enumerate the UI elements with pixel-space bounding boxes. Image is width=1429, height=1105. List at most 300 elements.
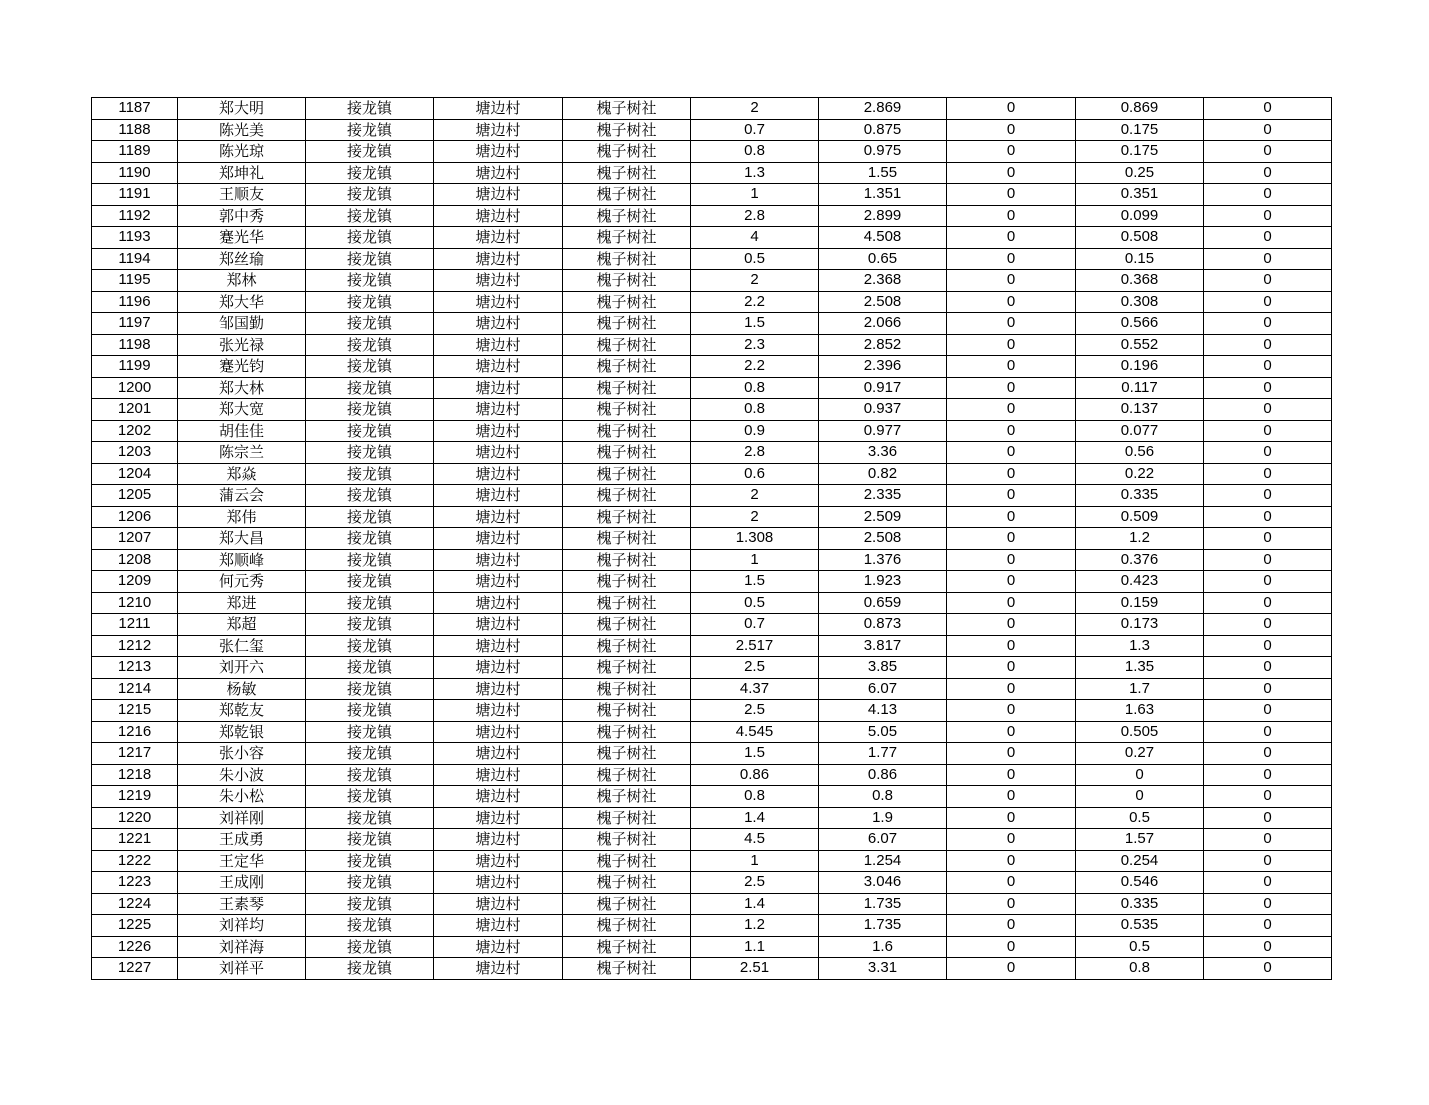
group-cell: 槐子树社 <box>563 227 691 249</box>
town-cell: 接龙镇 <box>306 549 434 571</box>
value-cell-1: 1 <box>691 549 819 571</box>
group-cell: 槐子树社 <box>563 893 691 915</box>
value-cell-3: 0 <box>947 936 1076 958</box>
row-number-cell: 1188 <box>92 119 178 141</box>
group-cell: 槐子树社 <box>563 614 691 636</box>
value-cell-4: 0.175 <box>1076 119 1204 141</box>
value-cell-4: 0.175 <box>1076 141 1204 163</box>
value-cell-4: 0.552 <box>1076 334 1204 356</box>
value-cell-5: 0 <box>1204 463 1332 485</box>
value-cell-5: 0 <box>1204 162 1332 184</box>
value-cell-3: 0 <box>947 721 1076 743</box>
town-cell: 接龙镇 <box>306 399 434 421</box>
value-cell-3: 0 <box>947 141 1076 163</box>
value-cell-4: 0.56 <box>1076 442 1204 464</box>
village-cell: 塘边村 <box>434 592 563 614</box>
row-number-cell: 1208 <box>92 549 178 571</box>
value-cell-5: 0 <box>1204 356 1332 378</box>
group-cell: 槐子树社 <box>563 184 691 206</box>
value-cell-2: 1.351 <box>819 184 947 206</box>
table-row <box>92 313 1332 335</box>
value-cell-4: 0.077 <box>1076 420 1204 442</box>
value-cell-2: 3.36 <box>819 442 947 464</box>
town-cell: 接龙镇 <box>306 807 434 829</box>
value-cell-2: 2.509 <box>819 506 947 528</box>
name-cell: 郭中秀 <box>178 205 306 227</box>
table-row <box>92 184 1332 206</box>
village-cell: 塘边村 <box>434 786 563 808</box>
town-cell: 接龙镇 <box>306 614 434 636</box>
group-cell: 槐子树社 <box>563 119 691 141</box>
table-row <box>92 248 1332 270</box>
value-cell-3: 0 <box>947 463 1076 485</box>
value-cell-3: 0 <box>947 893 1076 915</box>
value-cell-3: 0 <box>947 227 1076 249</box>
table-row <box>92 162 1332 184</box>
village-cell: 塘边村 <box>434 829 563 851</box>
group-cell: 槐子树社 <box>563 721 691 743</box>
town-cell: 接龙镇 <box>306 205 434 227</box>
town-cell: 接龙镇 <box>306 850 434 872</box>
value-cell-2: 2.066 <box>819 313 947 335</box>
table-row <box>92 377 1332 399</box>
group-cell: 槐子树社 <box>563 592 691 614</box>
value-cell-2: 2.335 <box>819 485 947 507</box>
table-row <box>92 571 1332 593</box>
name-cell: 王成刚 <box>178 872 306 894</box>
village-cell: 塘边村 <box>434 205 563 227</box>
value-cell-1: 1.4 <box>691 807 819 829</box>
name-cell: 刘开六 <box>178 657 306 679</box>
town-cell: 接龙镇 <box>306 764 434 786</box>
value-cell-2: 0.86 <box>819 764 947 786</box>
value-cell-3: 0 <box>947 592 1076 614</box>
group-cell: 槐子树社 <box>563 442 691 464</box>
group-cell: 槐子树社 <box>563 743 691 765</box>
row-number-cell: 1212 <box>92 635 178 657</box>
value-cell-1: 1.3 <box>691 162 819 184</box>
value-cell-1: 0.8 <box>691 786 819 808</box>
name-cell: 郑焱 <box>178 463 306 485</box>
village-cell: 塘边村 <box>434 377 563 399</box>
name-cell: 蹇光钧 <box>178 356 306 378</box>
value-cell-1: 1.308 <box>691 528 819 550</box>
town-cell: 接龙镇 <box>306 270 434 292</box>
group-cell: 槐子树社 <box>563 334 691 356</box>
row-number-cell: 1190 <box>92 162 178 184</box>
row-number-cell: 1200 <box>92 377 178 399</box>
value-cell-5: 0 <box>1204 829 1332 851</box>
town-cell: 接龙镇 <box>306 743 434 765</box>
town-cell: 接龙镇 <box>306 291 434 313</box>
value-cell-5: 0 <box>1204 528 1332 550</box>
value-cell-4: 0.351 <box>1076 184 1204 206</box>
value-cell-5: 0 <box>1204 334 1332 356</box>
town-cell: 接龙镇 <box>306 248 434 270</box>
village-cell: 塘边村 <box>434 807 563 829</box>
value-cell-1: 2 <box>691 485 819 507</box>
village-cell: 塘边村 <box>434 614 563 636</box>
row-number-cell: 1213 <box>92 657 178 679</box>
village-cell: 塘边村 <box>434 420 563 442</box>
group-cell: 槐子树社 <box>563 98 691 120</box>
village-cell: 塘边村 <box>434 571 563 593</box>
value-cell-5: 0 <box>1204 291 1332 313</box>
value-cell-5: 0 <box>1204 786 1332 808</box>
value-cell-1: 2.5 <box>691 657 819 679</box>
value-cell-5: 0 <box>1204 700 1332 722</box>
name-cell: 何元秀 <box>178 571 306 593</box>
row-number-cell: 1216 <box>92 721 178 743</box>
row-number-cell: 1214 <box>92 678 178 700</box>
value-cell-2: 0.917 <box>819 377 947 399</box>
value-cell-2: 1.735 <box>819 893 947 915</box>
value-cell-3: 0 <box>947 528 1076 550</box>
value-cell-3: 0 <box>947 291 1076 313</box>
row-number-cell: 1196 <box>92 291 178 313</box>
value-cell-1: 2.2 <box>691 291 819 313</box>
village-cell: 塘边村 <box>434 141 563 163</box>
name-cell: 陈光琼 <box>178 141 306 163</box>
row-number-cell: 1191 <box>92 184 178 206</box>
name-cell: 郑大华 <box>178 291 306 313</box>
table-row <box>92 893 1332 915</box>
village-cell: 塘边村 <box>434 98 563 120</box>
name-cell: 郑超 <box>178 614 306 636</box>
group-cell: 槐子树社 <box>563 635 691 657</box>
town-cell: 接龙镇 <box>306 915 434 937</box>
value-cell-4: 0.368 <box>1076 270 1204 292</box>
name-cell: 张光禄 <box>178 334 306 356</box>
value-cell-5: 0 <box>1204 915 1332 937</box>
name-cell: 邹国勤 <box>178 313 306 335</box>
value-cell-2: 1.6 <box>819 936 947 958</box>
value-cell-2: 1.735 <box>819 915 947 937</box>
table-row <box>92 936 1332 958</box>
town-cell: 接龙镇 <box>306 700 434 722</box>
value-cell-1: 1.5 <box>691 743 819 765</box>
row-number-cell: 1222 <box>92 850 178 872</box>
value-cell-5: 0 <box>1204 893 1332 915</box>
table-row <box>92 614 1332 636</box>
name-cell: 郑进 <box>178 592 306 614</box>
value-cell-3: 0 <box>947 506 1076 528</box>
village-cell: 塘边村 <box>434 764 563 786</box>
group-cell: 槐子树社 <box>563 313 691 335</box>
row-number-cell: 1227 <box>92 958 178 980</box>
town-cell: 接龙镇 <box>306 119 434 141</box>
value-cell-5: 0 <box>1204 743 1332 765</box>
value-cell-3: 0 <box>947 248 1076 270</box>
row-number-cell: 1195 <box>92 270 178 292</box>
table-row <box>92 227 1332 249</box>
value-cell-1: 2.51 <box>691 958 819 980</box>
value-cell-3: 0 <box>947 270 1076 292</box>
town-cell: 接龙镇 <box>306 162 434 184</box>
value-cell-2: 2.396 <box>819 356 947 378</box>
value-cell-4: 0.5 <box>1076 936 1204 958</box>
table-row <box>92 872 1332 894</box>
value-cell-5: 0 <box>1204 442 1332 464</box>
table-row <box>92 485 1332 507</box>
group-cell: 槐子树社 <box>563 850 691 872</box>
row-number-cell: 1207 <box>92 528 178 550</box>
value-cell-2: 5.05 <box>819 721 947 743</box>
value-cell-3: 0 <box>947 678 1076 700</box>
value-cell-2: 2.508 <box>819 528 947 550</box>
row-number-cell: 1224 <box>92 893 178 915</box>
village-cell: 塘边村 <box>434 678 563 700</box>
town-cell: 接龙镇 <box>306 571 434 593</box>
village-cell: 塘边村 <box>434 356 563 378</box>
value-cell-4: 0.335 <box>1076 893 1204 915</box>
value-cell-1: 0.7 <box>691 119 819 141</box>
value-cell-2: 1.376 <box>819 549 947 571</box>
group-cell: 槐子树社 <box>563 764 691 786</box>
group-cell: 槐子树社 <box>563 786 691 808</box>
value-cell-4: 0.254 <box>1076 850 1204 872</box>
value-cell-5: 0 <box>1204 420 1332 442</box>
name-cell: 王顺友 <box>178 184 306 206</box>
name-cell: 蹇光华 <box>178 227 306 249</box>
value-cell-1: 2 <box>691 506 819 528</box>
row-number-cell: 1226 <box>92 936 178 958</box>
value-cell-3: 0 <box>947 162 1076 184</box>
value-cell-4: 0.159 <box>1076 592 1204 614</box>
group-cell: 槐子树社 <box>563 270 691 292</box>
value-cell-3: 0 <box>947 872 1076 894</box>
village-cell: 塘边村 <box>434 635 563 657</box>
value-cell-1: 4.37 <box>691 678 819 700</box>
value-cell-4: 1.2 <box>1076 528 1204 550</box>
table-row <box>92 506 1332 528</box>
village-cell: 塘边村 <box>434 936 563 958</box>
value-cell-2: 3.31 <box>819 958 947 980</box>
value-cell-2: 1.77 <box>819 743 947 765</box>
town-cell: 接龙镇 <box>306 485 434 507</box>
value-cell-4: 0.509 <box>1076 506 1204 528</box>
group-cell: 槐子树社 <box>563 657 691 679</box>
value-cell-3: 0 <box>947 850 1076 872</box>
value-cell-5: 0 <box>1204 635 1332 657</box>
value-cell-4: 1.63 <box>1076 700 1204 722</box>
name-cell: 郑伟 <box>178 506 306 528</box>
table-row <box>92 442 1332 464</box>
value-cell-4: 0.869 <box>1076 98 1204 120</box>
town-cell: 接龙镇 <box>306 721 434 743</box>
value-cell-2: 6.07 <box>819 678 947 700</box>
row-number-cell: 1210 <box>92 592 178 614</box>
value-cell-3: 0 <box>947 313 1076 335</box>
value-cell-1: 2.5 <box>691 872 819 894</box>
row-number-cell: 1218 <box>92 764 178 786</box>
value-cell-1: 0.7 <box>691 614 819 636</box>
group-cell: 槐子树社 <box>563 678 691 700</box>
value-cell-4: 0.25 <box>1076 162 1204 184</box>
value-cell-4: 0 <box>1076 786 1204 808</box>
table-row <box>92 399 1332 421</box>
value-cell-2: 1.55 <box>819 162 947 184</box>
village-cell: 塘边村 <box>434 850 563 872</box>
table-row <box>92 291 1332 313</box>
value-cell-4: 0.099 <box>1076 205 1204 227</box>
group-cell: 槐子树社 <box>563 915 691 937</box>
group-cell: 槐子树社 <box>563 399 691 421</box>
name-cell: 刘祥均 <box>178 915 306 937</box>
table-row <box>92 549 1332 571</box>
village-cell: 塘边村 <box>434 915 563 937</box>
group-cell: 槐子树社 <box>563 291 691 313</box>
value-cell-4: 0.8 <box>1076 958 1204 980</box>
town-cell: 接龙镇 <box>306 678 434 700</box>
group-cell: 槐子树社 <box>563 506 691 528</box>
table-row <box>92 743 1332 765</box>
value-cell-4: 0.196 <box>1076 356 1204 378</box>
value-cell-3: 0 <box>947 614 1076 636</box>
value-cell-1: 1.5 <box>691 313 819 335</box>
row-number-cell: 1204 <box>92 463 178 485</box>
value-cell-4: 0.22 <box>1076 463 1204 485</box>
value-cell-4: 0.27 <box>1076 743 1204 765</box>
group-cell: 槐子树社 <box>563 356 691 378</box>
group-cell: 槐子树社 <box>563 463 691 485</box>
value-cell-3: 0 <box>947 786 1076 808</box>
value-cell-4: 0.5 <box>1076 807 1204 829</box>
group-cell: 槐子树社 <box>563 162 691 184</box>
group-cell: 槐子树社 <box>563 248 691 270</box>
name-cell: 王成勇 <box>178 829 306 851</box>
name-cell: 郑林 <box>178 270 306 292</box>
row-number-cell: 1219 <box>92 786 178 808</box>
value-cell-2: 0.65 <box>819 248 947 270</box>
value-cell-2: 4.508 <box>819 227 947 249</box>
value-cell-4: 0.117 <box>1076 377 1204 399</box>
town-cell: 接龙镇 <box>306 872 434 894</box>
row-number-cell: 1193 <box>92 227 178 249</box>
value-cell-1: 1 <box>691 184 819 206</box>
value-cell-5: 0 <box>1204 313 1332 335</box>
village-cell: 塘边村 <box>434 313 563 335</box>
table-row <box>92 270 1332 292</box>
name-cell: 王定华 <box>178 850 306 872</box>
value-cell-2: 1.923 <box>819 571 947 593</box>
value-cell-5: 0 <box>1204 141 1332 163</box>
row-number-cell: 1221 <box>92 829 178 851</box>
value-cell-2: 2.508 <box>819 291 947 313</box>
table-row <box>92 700 1332 722</box>
town-cell: 接龙镇 <box>306 635 434 657</box>
name-cell: 王素琴 <box>178 893 306 915</box>
value-cell-2: 2.368 <box>819 270 947 292</box>
value-cell-3: 0 <box>947 485 1076 507</box>
town-cell: 接龙镇 <box>306 893 434 915</box>
group-cell: 槐子树社 <box>563 205 691 227</box>
town-cell: 接龙镇 <box>306 98 434 120</box>
village-cell: 塘边村 <box>434 162 563 184</box>
village-cell: 塘边村 <box>434 184 563 206</box>
value-cell-5: 0 <box>1204 227 1332 249</box>
value-cell-2: 0.975 <box>819 141 947 163</box>
value-cell-1: 2.8 <box>691 205 819 227</box>
name-cell: 郑大明 <box>178 98 306 120</box>
name-cell: 蒲云会 <box>178 485 306 507</box>
value-cell-2: 2.869 <box>819 98 947 120</box>
group-cell: 槐子树社 <box>563 528 691 550</box>
value-cell-5: 0 <box>1204 119 1332 141</box>
table-row <box>92 915 1332 937</box>
table-row <box>92 850 1332 872</box>
value-cell-1: 4.5 <box>691 829 819 851</box>
town-cell: 接龙镇 <box>306 829 434 851</box>
value-cell-5: 0 <box>1204 184 1332 206</box>
name-cell: 朱小松 <box>178 786 306 808</box>
value-cell-3: 0 <box>947 399 1076 421</box>
value-cell-3: 0 <box>947 377 1076 399</box>
value-cell-2: 2.852 <box>819 334 947 356</box>
value-cell-3: 0 <box>947 635 1076 657</box>
value-cell-5: 0 <box>1204 958 1332 980</box>
table-row <box>92 463 1332 485</box>
value-cell-4: 0.308 <box>1076 291 1204 313</box>
value-cell-3: 0 <box>947 334 1076 356</box>
town-cell: 接龙镇 <box>306 463 434 485</box>
value-cell-3: 0 <box>947 205 1076 227</box>
value-cell-3: 0 <box>947 829 1076 851</box>
value-cell-1: 1.4 <box>691 893 819 915</box>
village-cell: 塘边村 <box>434 291 563 313</box>
name-cell: 刘祥海 <box>178 936 306 958</box>
village-cell: 塘边村 <box>434 657 563 679</box>
table-row <box>92 635 1332 657</box>
village-cell: 塘边村 <box>434 872 563 894</box>
group-cell: 槐子树社 <box>563 420 691 442</box>
village-cell: 塘边村 <box>434 893 563 915</box>
village-cell: 塘边村 <box>434 958 563 980</box>
value-cell-5: 0 <box>1204 549 1332 571</box>
town-cell: 接龙镇 <box>306 958 434 980</box>
town-cell: 接龙镇 <box>306 313 434 335</box>
value-cell-1: 1.1 <box>691 936 819 958</box>
value-cell-2: 3.817 <box>819 635 947 657</box>
value-cell-3: 0 <box>947 958 1076 980</box>
value-cell-1: 4.545 <box>691 721 819 743</box>
value-cell-2: 0.977 <box>819 420 947 442</box>
value-cell-2: 0.875 <box>819 119 947 141</box>
village-cell: 塘边村 <box>434 506 563 528</box>
village-cell: 塘边村 <box>434 549 563 571</box>
value-cell-1: 1.2 <box>691 915 819 937</box>
table-row <box>92 356 1332 378</box>
value-cell-2: 6.07 <box>819 829 947 851</box>
row-number-cell: 1211 <box>92 614 178 636</box>
value-cell-3: 0 <box>947 764 1076 786</box>
value-cell-3: 0 <box>947 700 1076 722</box>
name-cell: 陈宗兰 <box>178 442 306 464</box>
village-cell: 塘边村 <box>434 743 563 765</box>
value-cell-3: 0 <box>947 98 1076 120</box>
value-cell-1: 0.8 <box>691 399 819 421</box>
value-cell-3: 0 <box>947 743 1076 765</box>
name-cell: 杨敏 <box>178 678 306 700</box>
town-cell: 接龙镇 <box>306 141 434 163</box>
value-cell-4: 0.566 <box>1076 313 1204 335</box>
value-cell-5: 0 <box>1204 571 1332 593</box>
group-cell: 槐子树社 <box>563 958 691 980</box>
value-cell-5: 0 <box>1204 807 1332 829</box>
name-cell: 刘祥刚 <box>178 807 306 829</box>
village-cell: 塘边村 <box>434 119 563 141</box>
row-number-cell: 1194 <box>92 248 178 270</box>
